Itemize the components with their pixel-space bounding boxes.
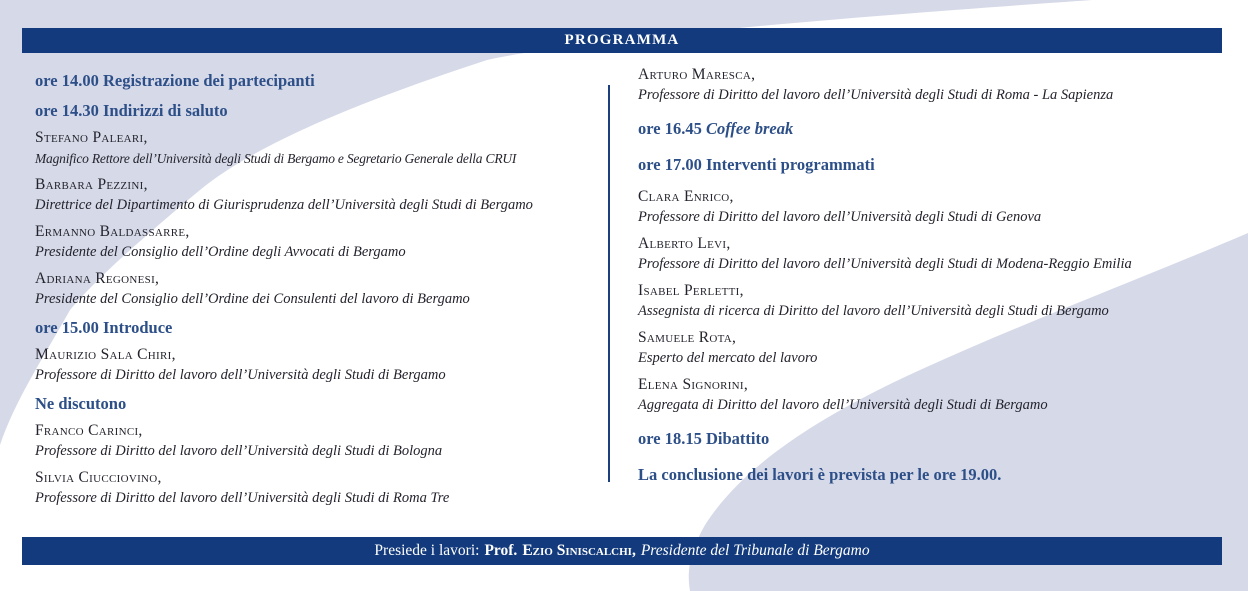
person-entry (35, 127, 610, 169)
session-heading-italic: Coffee break (705, 119, 794, 138)
person-name: Alberto Levi, (638, 235, 731, 252)
person-name: Ermanno Baldassarre, (35, 223, 190, 240)
session-heading: Ne discutono (35, 394, 127, 413)
person-entry (35, 467, 610, 509)
person-role: Assegnista di ricerca di Diritto del lavoro dell’Università degli Studi di Bergamo (638, 303, 1109, 319)
person-entry (35, 268, 610, 310)
person-role: Esperto del mercato del lavoro (638, 350, 818, 366)
session-heading: ore 16.45 Coffee break (638, 119, 794, 138)
person-name: Elena Signorini, (638, 376, 749, 393)
chair-bar (22, 537, 1222, 565)
person-role: Magnifico Rettore dell’Università degli Studi di Bergamo e Segretario Generale della CRUI (35, 151, 517, 166)
chair-label: Presiede i lavori: (374, 542, 480, 559)
person-role: Professore di Diritto del lavoro dell’Università degli Studi di Bologna (35, 443, 443, 459)
person-entry (638, 280, 1238, 322)
person-role: Professore di Diritto del lavoro dell’Università degli Studi di Roma Tre (35, 490, 450, 506)
column-divider (608, 85, 610, 482)
person-name: Franco Carinci, (35, 422, 143, 439)
person-role: Direttrice del Dipartimento di Giurisprudenza dell’Università degli Studi di Bergamo (35, 197, 533, 213)
person-name: Samuele Rota, (638, 329, 737, 346)
session-heading: ore 14.30 Indirizzi di saluto (35, 101, 228, 120)
person-entry (35, 420, 610, 462)
person-entry (638, 327, 1238, 369)
session-heading: ore 14.00 Registrazione dei partecipanti (35, 71, 315, 90)
person-role: Professore di Diritto del lavoro dell’Università degli Studi di Modena-Reggio Emilia (638, 256, 1132, 272)
person-role: Presidente del Consiglio dell’Ordine degli Avvocati di Bergamo (35, 244, 406, 260)
person-name: Adriana Regonesi, (35, 270, 160, 287)
person-entry (638, 233, 1238, 275)
person-entry (35, 174, 610, 216)
person-role: Professore di Diritto del lavoro dell’Università degli Studi di Genova (638, 209, 1042, 225)
person-name: Isabel Perletti, (638, 282, 744, 299)
session-heading: La conclusione dei lavori è prevista per le ore 19.00. (638, 465, 1002, 484)
person-entry (35, 344, 610, 386)
person-role: Professore di Diritto del lavoro dell’Università degli Studi di Bergamo (35, 367, 446, 383)
session-heading: ore 15.00 Introduce (35, 318, 173, 337)
person-entry (638, 374, 1238, 416)
person-name: Arturo Maresca, (638, 66, 756, 83)
person-name: Clara Enrico, (638, 188, 734, 205)
person-name: Silvia Ciucciovino, (35, 469, 162, 486)
session-heading: ore 17.00 Interventi programmati (638, 155, 875, 174)
person-role: Aggregata di Diritto del lavoro dell’Università degli Studi di Bergamo (638, 397, 1048, 413)
chair-name: Ezio Siniscalchi, (522, 542, 636, 559)
person-role: Professore di Diritto del lavoro dell’Università degli Studi di Roma - La Sapienza (638, 87, 1114, 103)
program-column-right (638, 64, 1238, 496)
person-entry (638, 64, 1238, 106)
person-role: Presidente del Consiglio dell’Ordine dei Consulenti del lavoro di Bergamo (35, 291, 470, 307)
person-name: Stefano Paleari, (35, 129, 148, 146)
chair-title: Prof. (484, 542, 518, 559)
person-entry (35, 221, 610, 263)
person-name: Maurizio Sala Chiri, (35, 346, 176, 363)
person-name: Barbara Pezzini, (35, 176, 148, 193)
program-title: PROGRAMMA (564, 32, 680, 48)
chair-role: Presidente del Tribunale di Bergamo (640, 542, 870, 559)
program-column-left (35, 64, 610, 514)
session-heading: ore 18.15 Dibattito (638, 429, 770, 448)
program-title-bar (22, 28, 1222, 53)
person-entry (638, 186, 1238, 228)
